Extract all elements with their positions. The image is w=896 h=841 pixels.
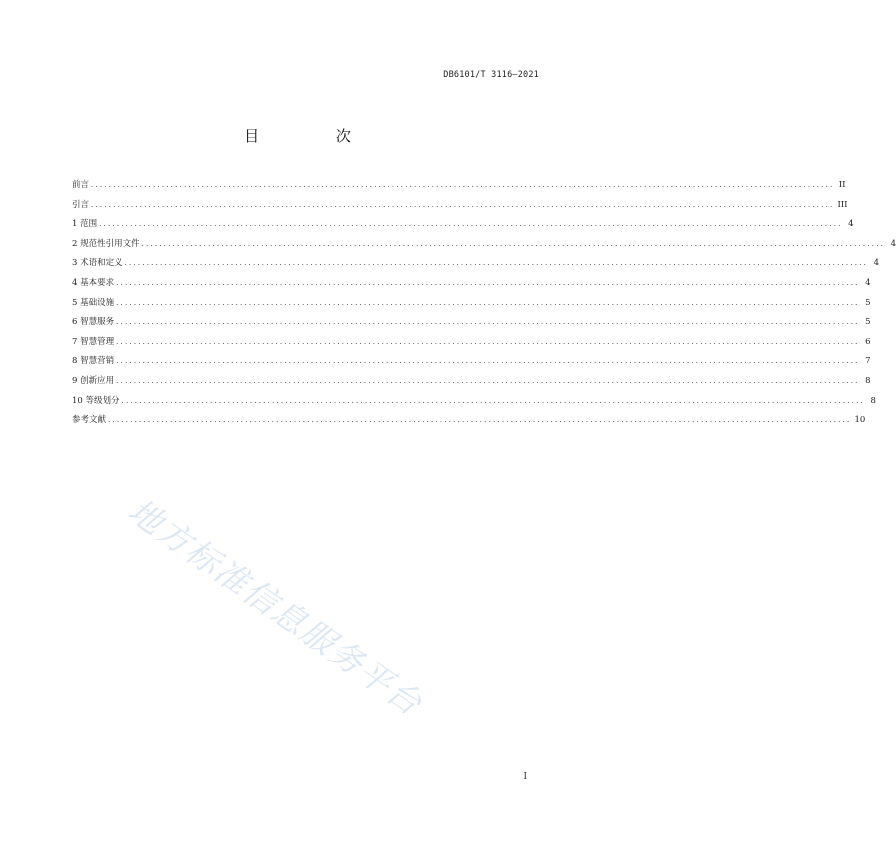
toc-leader-dots: ........................................................................................................................................................................ (108, 416, 852, 425)
toc-entry-label: 10 等级划分 (72, 395, 120, 406)
toc-leader-dots: ........................................................................................................................................................................ (99, 220, 843, 229)
toc-entry-page: 4 (890, 238, 896, 249)
toc-entry-foreword[interactable] (72, 178, 846, 198)
watermark: 地方标准信息服务平台 (121, 490, 431, 724)
toc-leader-dots: ........................................................................................................................................................................ (121, 396, 865, 405)
toc-entry-innovative-application[interactable] (72, 374, 871, 394)
toc-leader-dots: ........................................................................................................................................................................ (116, 357, 860, 366)
toc-entry-normative-references[interactable] (72, 237, 896, 257)
toc-entry-label: 参考文献 (72, 415, 107, 426)
toc-entry-page: 8 (870, 395, 876, 406)
toc-entry-page: 10 (854, 415, 866, 426)
toc-leader-dots: ........................................................................................................................................................................ (116, 337, 860, 346)
toc-entry-label: 7 智慧管理 (72, 336, 115, 347)
toc-entry-page: III (837, 199, 848, 210)
toc-entry-basic-requirements[interactable] (72, 276, 871, 296)
toc-entry-page: 4 (848, 219, 854, 230)
toc-leader-dots: ........................................................................................................................................................................ (91, 200, 835, 209)
toc-entry-page: 5 (865, 297, 871, 308)
toc-entry-introduction[interactable] (72, 198, 848, 218)
toc-entry-page: 8 (865, 375, 871, 386)
toc-leader-dots: ........................................................................................................................................................................ (116, 298, 860, 307)
toc-entry-label: 6 智慧服务 (72, 317, 115, 328)
toc-entry-label: 5 基础设施 (72, 297, 115, 308)
toc-entry-label: 8 智慧营销 (72, 356, 115, 367)
toc-entry-infrastructure[interactable] (72, 296, 871, 316)
toc-entry-label: 4 基本要求 (72, 277, 115, 288)
page-title: 目 次 (244, 127, 387, 145)
toc-entry-bibliography[interactable] (72, 413, 866, 433)
document-code: DB6101/T 3116—2021 (443, 70, 539, 80)
toc-entry-smart-management[interactable] (72, 335, 871, 355)
toc-entry-grade-classification[interactable] (72, 394, 876, 414)
toc-entry-smart-marketing[interactable] (72, 354, 871, 374)
toc-leader-dots: ........................................................................................................................................................................ (124, 259, 869, 268)
toc-leader-dots: ........................................................................................................................................................................ (116, 318, 860, 327)
toc-entry-label: 引言 (72, 199, 90, 210)
toc-entry-label: 3 术语和定义 (72, 258, 123, 269)
toc-entry-label: 前言 (72, 180, 90, 190)
toc-entry-scope[interactable] (72, 217, 854, 237)
toc-leader-dots: ........................................................................................................................................................................ (91, 181, 835, 189)
toc-entry-page: 5 (865, 317, 871, 328)
page-number: I (523, 772, 527, 782)
toc-entry-page: II (838, 180, 846, 190)
toc-entry-page: 6 (865, 336, 871, 347)
toc-leader-dots: ........................................................................................................................................................................ (116, 376, 860, 385)
toc-entry-page: 4 (865, 277, 871, 288)
toc-entry-label: 2 规范性引用文件 (72, 238, 140, 249)
toc-entry-page: 4 (873, 258, 880, 269)
toc-leader-dots: ........................................................................................................................................................................ (116, 278, 860, 287)
toc-entry-page: 7 (865, 356, 871, 367)
table-of-contents (72, 178, 896, 433)
toc-entry-label: 9 创新应用 (72, 375, 115, 386)
toc-entry-smart-service[interactable] (72, 315, 871, 335)
toc-entry-label: 1 范围 (72, 219, 98, 230)
toc-entry-terms-definitions[interactable] (72, 256, 880, 276)
toc-leader-dots: ........................................................................................................................................................................ (141, 239, 886, 248)
